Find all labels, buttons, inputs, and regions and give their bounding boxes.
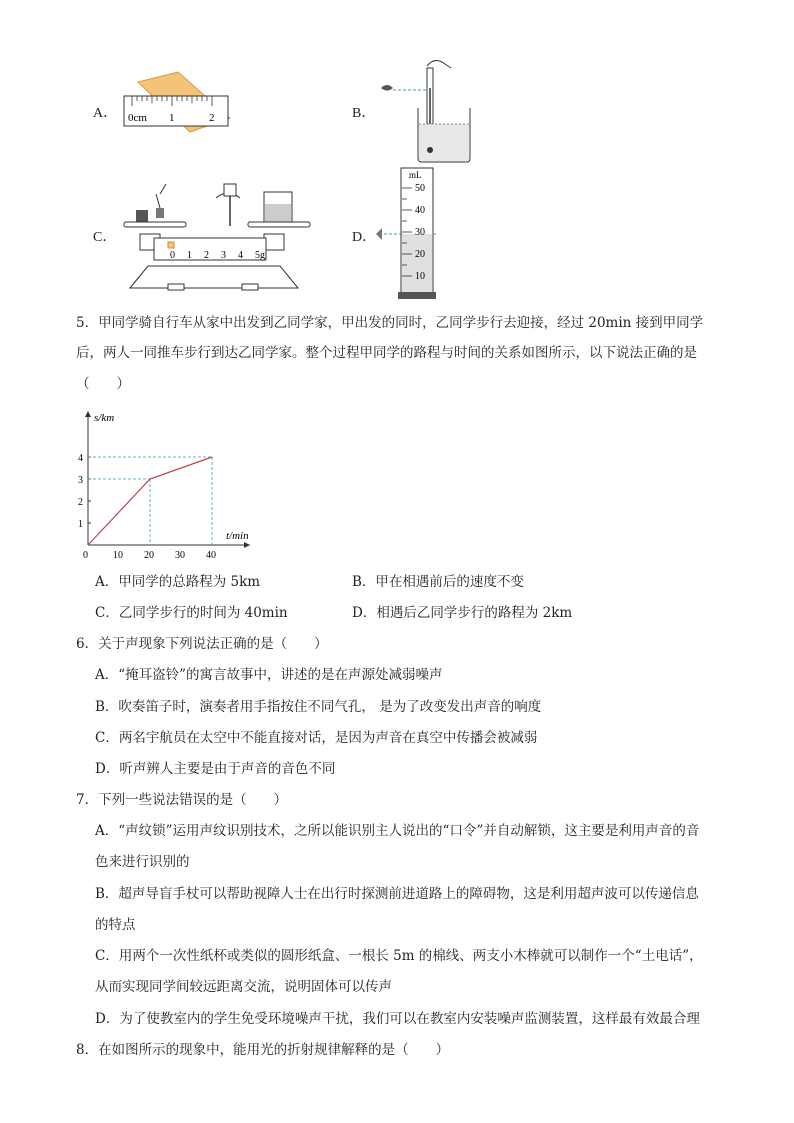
hand-icon	[427, 60, 451, 68]
option-c-label: C．	[93, 230, 117, 245]
balance-label-2: 2	[204, 250, 209, 261]
q5-stem-line2: 后，两人一同推车步行到达乙同学家。整个过程甲同学的路程与时间的关系如图所示，以下说法正确的是	[76, 345, 697, 361]
y-tick-label: 3	[78, 475, 83, 486]
cylinder-figure	[374, 164, 454, 302]
eye-icon	[381, 85, 393, 91]
q7-option-d: D．为了使教室内的学生免受环境噪声干扰，我们可以在教室内安装噪声监测装置，这样最有效最合理	[95, 1011, 700, 1027]
eye-icon	[376, 228, 382, 240]
balance-figure	[118, 178, 308, 293]
q6-option-a: A．“掩耳盗铃”的寓言故事中，讲述的是在声源处减弱噪声	[95, 667, 443, 683]
cylinder-label-10: 10	[415, 271, 425, 282]
ruler-label-0: 0cm	[128, 112, 147, 124]
balance-label-3: 3	[221, 250, 226, 261]
weight-small-icon	[156, 208, 164, 218]
cylinder-label-50: 50	[415, 183, 425, 194]
q5-stem-line1: 5．甲同学骑自行车从家中出发到乙同学家，甲出发的同时，乙同学步行去迎接，经过 20min 接到甲同学	[76, 315, 704, 331]
option-a-label: A．	[93, 106, 118, 121]
x-tick-label: 10	[113, 550, 123, 561]
balance-label-0: 0	[170, 250, 175, 261]
y-axis-label: s/km	[94, 412, 115, 424]
q7-option-b-line2: 的特点	[95, 917, 136, 933]
q5-option-c: C．乙同学步行的时间为 40min	[95, 605, 288, 621]
x-tick-label: 40	[206, 550, 216, 561]
weight-large-icon	[136, 210, 148, 222]
ruler-figure	[118, 70, 238, 140]
q6-option-b: B．吹奏笛子时，演奏者用手指按住不同气孔， 是为了改变发出声音的响度	[95, 699, 542, 715]
q7-option-a-line2: 色来进行识别的	[95, 854, 190, 870]
q5-blank: （ ）	[76, 376, 130, 392]
balance-label-1: 1	[187, 250, 192, 261]
ruler-label-1: 1	[169, 112, 175, 124]
x-axis-label: t/min	[226, 530, 249, 542]
q6-option-c: C．两名宇航员在太空中不能直接对话，是因为声音在真空中传播会被减弱	[95, 730, 538, 746]
x-tick-label: 30	[175, 550, 185, 561]
ruler-label-2: 2	[209, 112, 215, 124]
q5-option-a: A．甲同学的总路程为 5km	[95, 574, 261, 590]
y-tick-label: 1	[78, 519, 83, 530]
balance-label-5g: 5g	[255, 250, 265, 261]
y-axis-arrow	[85, 411, 91, 417]
q7-option-a-line1: A．“声纹锁”运用声纹识别技术，之所以能识别主人说出的“口令”并自动解锁，这主要是利用声音的音	[95, 823, 700, 839]
x-tick-label: 20	[144, 550, 154, 561]
y-tick-label: 4	[78, 453, 83, 464]
cylinder-unit: mL	[409, 170, 422, 180]
q5-option-b: B．甲在相遇前后的速度不变	[352, 574, 524, 590]
q7-option-c-line2: 从而实现同学间较远距离交流，说明固体可以传声	[95, 979, 392, 995]
q7-stem: 7．下列一些说法错误的是（ ）	[76, 792, 288, 808]
option-b-label: B．	[352, 106, 376, 121]
option-d-label: D．	[352, 230, 377, 245]
cylinder-label-20: 20	[415, 249, 425, 260]
q5-option-d: D．相遇后乙同学步行的路程为 2km	[352, 605, 573, 621]
cylinder-label-40: 40	[415, 205, 425, 216]
q6-stem: 6．关于声现象下列说法正确的是（ ）	[76, 636, 328, 652]
x-tick-label: 0	[83, 550, 88, 561]
q7-option-c-line1: C．用两个一次性纸杯或类似的圆形纸盒、一根长 5m 的棉线、两支小木棒就可以制作一个“土电话”，	[95, 948, 703, 964]
balance-label-4: 4	[238, 250, 243, 261]
y-tick-label: 2	[78, 497, 83, 508]
q8-stem: 8．在如图所示的现象中，能用光的折射规律解释的是（ ）	[76, 1042, 450, 1058]
q6-option-d: D．听声辨人主要是由于声音的音色不同	[95, 761, 336, 777]
thermometer-figure	[375, 58, 475, 163]
s-t-chart	[60, 405, 270, 561]
tweezer-icon	[156, 184, 166, 208]
cylinder-label-30: 30	[415, 227, 425, 238]
q7-option-b-line1: B．超声导盲手杖可以帮助视障人士在出行时探测前进道路上的障碍物，这是利用超声波可以传递信息	[95, 886, 699, 902]
x-axis-arrow	[244, 542, 250, 548]
